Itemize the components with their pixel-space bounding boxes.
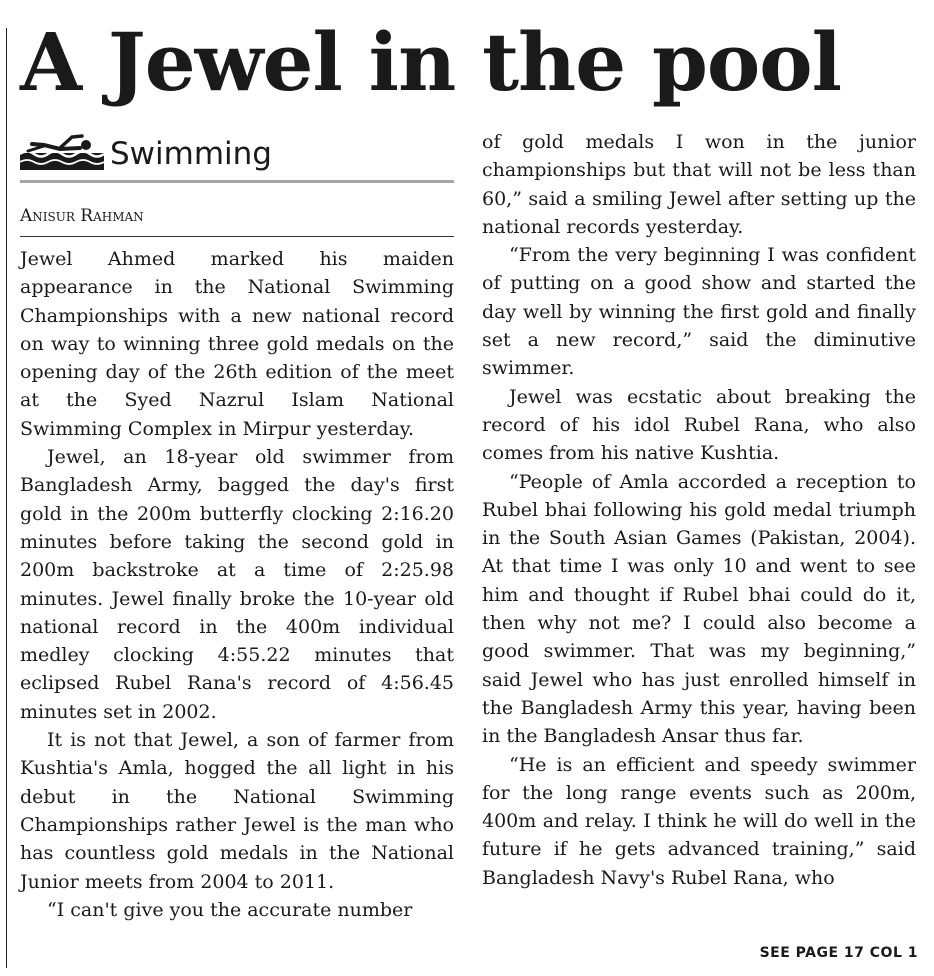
paragraph: Jewel Ahmed marked his maiden appearance in the National Swimming Championships with a new national record on way to winning three gold medals on the opening day of the 26th edition of the meet at the Syed Nazrul Islam National Swimming Complex in Mirpur yesterday. xyxy=(20,248,454,440)
paragraph: of gold medals I won in the junior championships but that will not be less than 60,” said a smiling Jewel after setting up the national records yesterday. xyxy=(482,131,916,238)
paragraph: “People of Amla accorded a reception to Rubel bhai following his gold medal triumph in the South Asian Games (Pakistan, 2004). At that time I was only 10 and went to see him and thought if Rubel bhai could do it, then why not me? I could also become a good swimmer. That was my beginning,” said Jewel who has just enrolled himself in the Bangladesh Army this year, having been in the Bangladesh Ansar thus far. xyxy=(482,470,916,748)
section-label: Swimming xyxy=(110,136,272,172)
paragraph: It is not that Jewel, a son of farmer from Kushtia's Amla, hogged the all light in his debut in the National Swimming Championships rather Jewel is the man who has countless gold medals in the National Junior meets from 2004 to 2011. xyxy=(20,729,454,893)
section-header xyxy=(20,128,454,183)
paragraph: Jewel, an 18-year old swimmer from Bangladesh Army, bagged the day's first gold in the 200m butterfly clocking 2:16.20 minutes before taking the second gold in 200m backstroke at a time of 2:25.98 minutes. Jewel finally broke the 10-year old national record in the 400m individual medley clocking 4:55.22 minutes that eclipsed Rubel Rana's record of 4:56.45 minutes set in 2002. xyxy=(20,446,454,723)
paragraph: “I can't give you the accurate number xyxy=(47,898,413,921)
article-column-1 xyxy=(20,245,454,924)
byline: Anisur Rahman xyxy=(20,198,454,237)
swimmer-icon xyxy=(20,132,104,172)
headline: A Jewel in the pool xyxy=(20,15,841,109)
paragraph: “From the very beginning I was confident of putting on a good show and started the day well by winning the first gold and finally set a new record,” said the diminutive swimmer. xyxy=(482,244,916,380)
paragraph: “He is an efficient and speedy swimmer for the long range events such as 200m, 400m and relay. I think he will do well in the future if he gets advanced training,” said Bangladesh Navy's Rubel Rana, who xyxy=(482,753,916,889)
article-column-2 xyxy=(482,128,916,892)
paragraph: Jewel was ecstatic about breaking the record of his idol Rubel Rana, who also comes from his native Kushtia. xyxy=(482,385,916,465)
continued-on-page-jump: SEE PAGE 17 COL 1 xyxy=(759,945,918,961)
left-column-rule xyxy=(6,28,7,968)
